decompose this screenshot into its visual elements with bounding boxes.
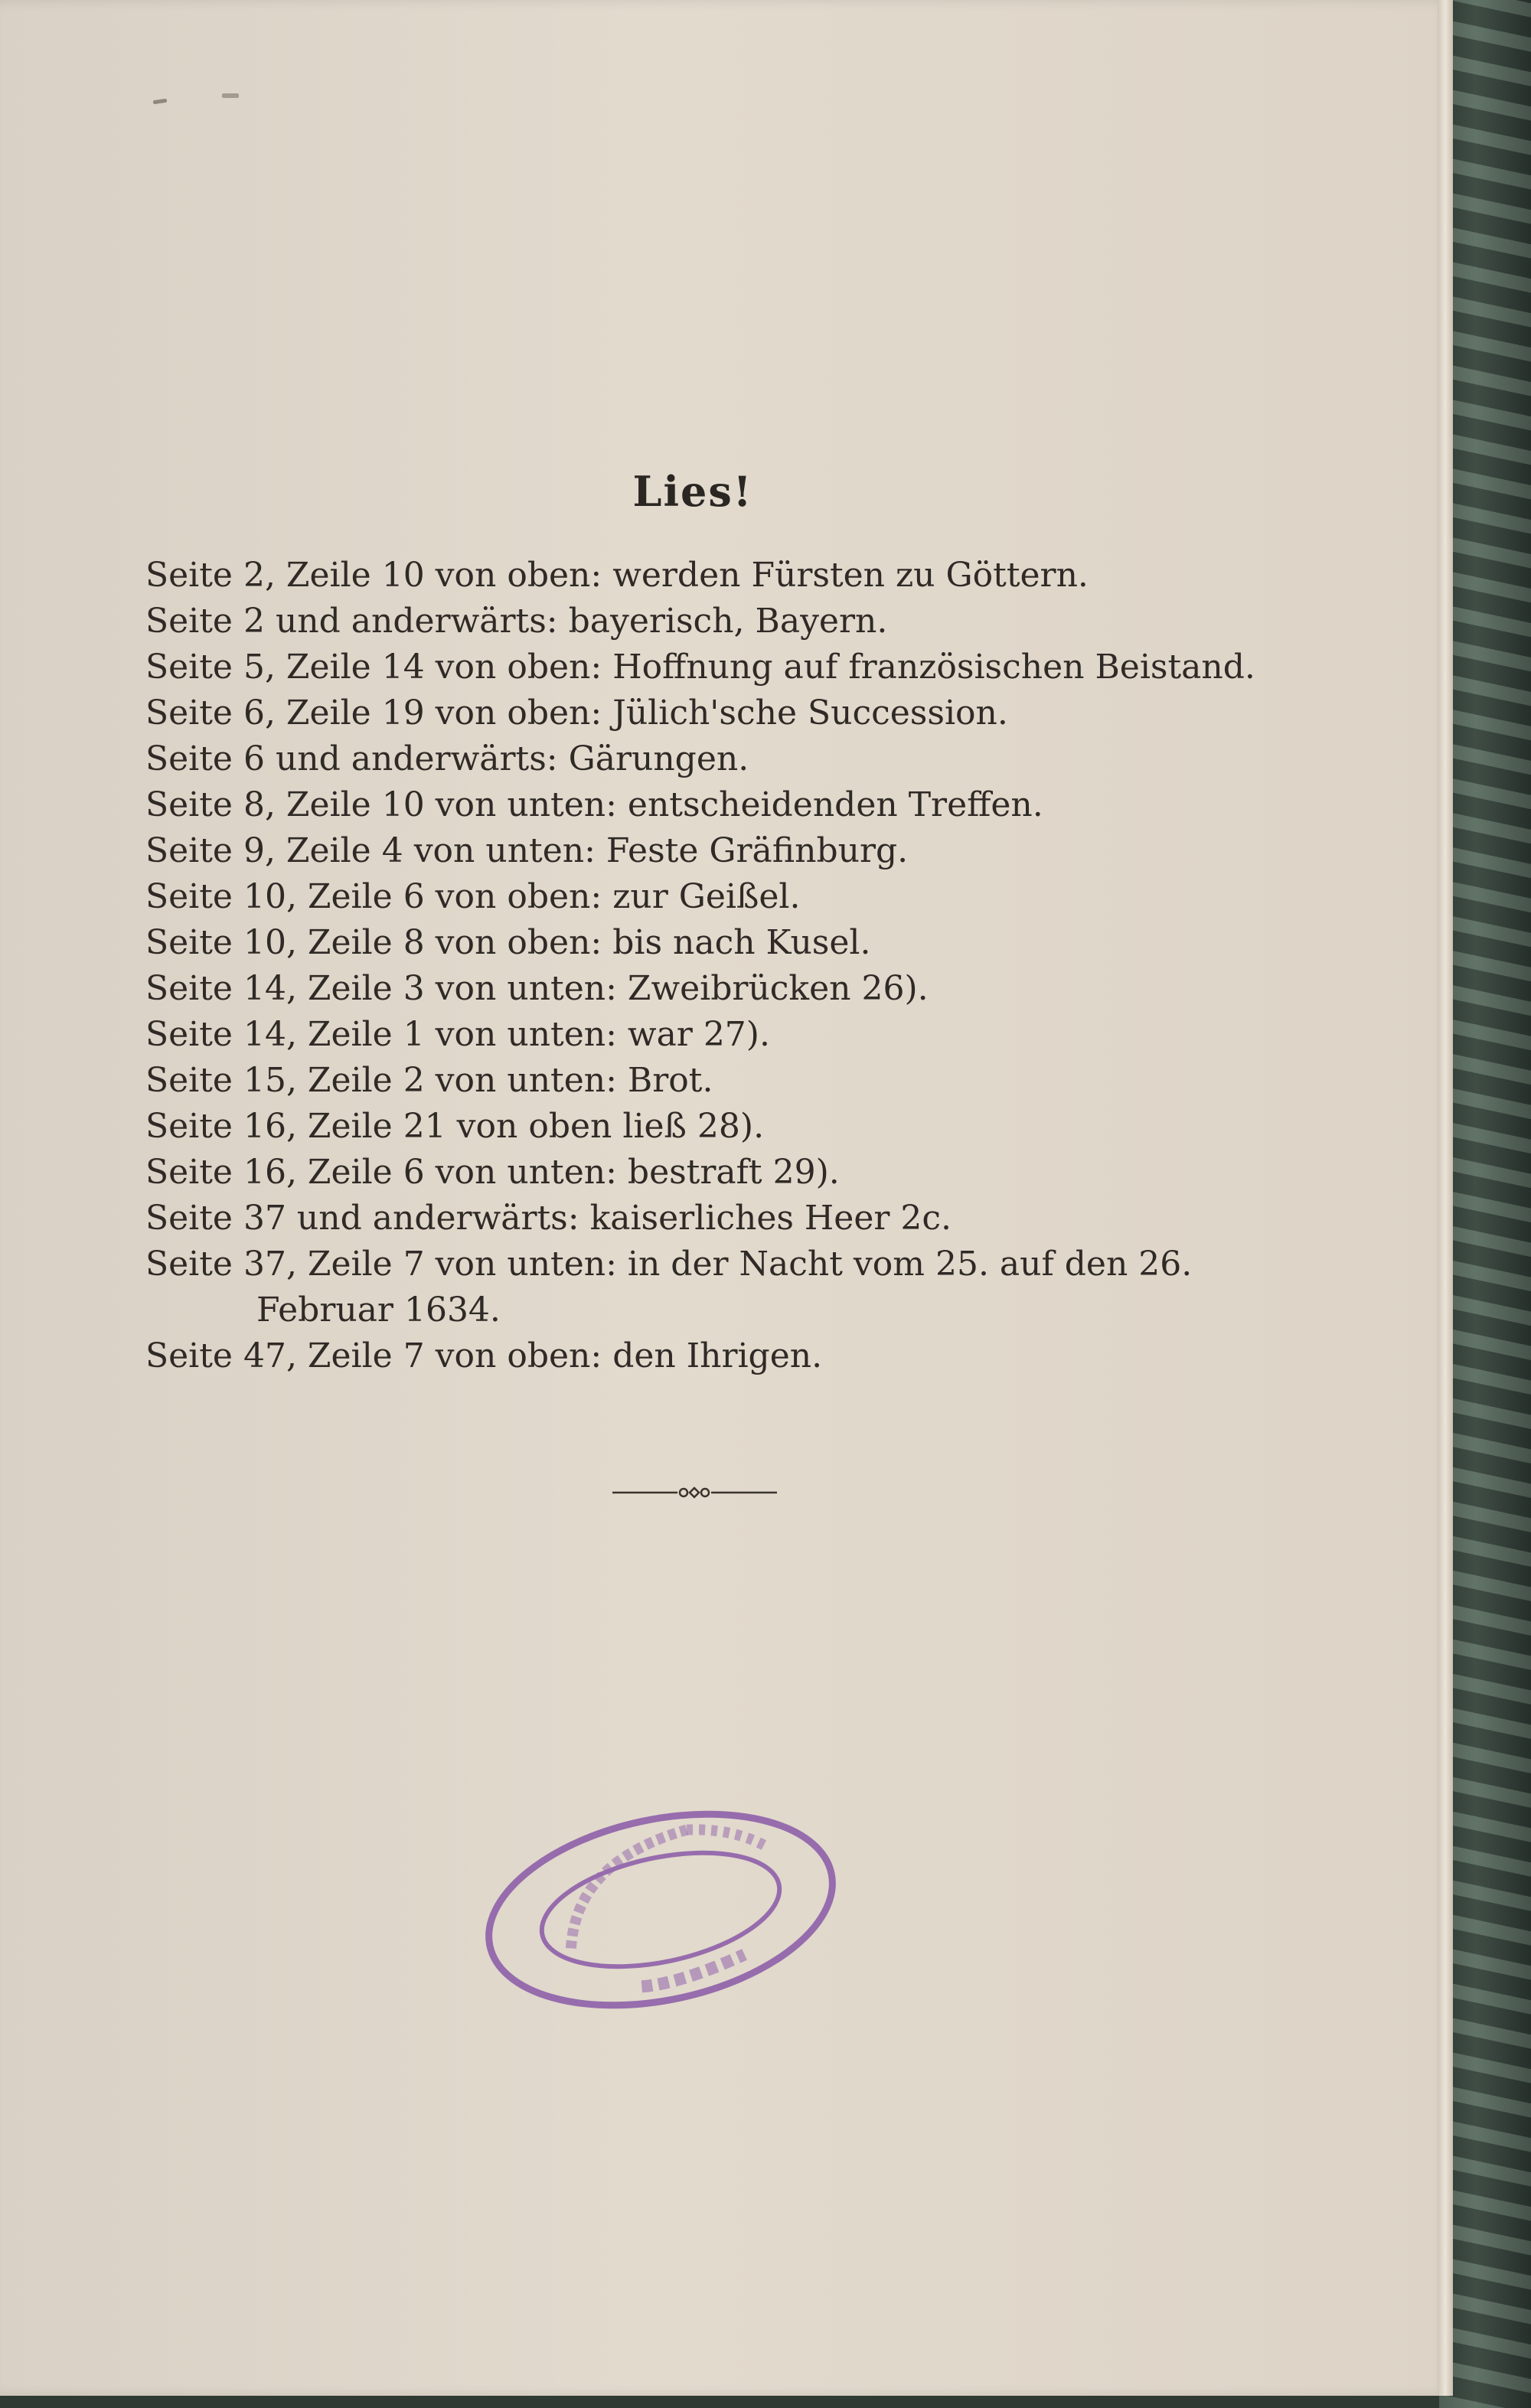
- book-cover-edge: [1439, 0, 1531, 2408]
- paper-speck: [222, 93, 239, 98]
- errata-line: Seite 5, Zeile 14 von oben: Hoffnung auf französischen Beistand.: [145, 648, 1255, 687]
- errata-line: Seite 2 und anderwärts: bayerisch, Bayern.: [145, 602, 888, 641]
- errata-line: Seite 6 und anderwärts: Gärungen.: [145, 739, 749, 778]
- errata-line: Seite 9, Zeile 4 von unten: Feste Gräfinburg.: [145, 831, 909, 870]
- errata-line: Seite 2, Zeile 10 von oben: werden Fürsten zu Göttern.: [145, 556, 1089, 595]
- library-stamp: [473, 1799, 848, 2021]
- errata-line: Seite 15, Zeile 2 von unten: Brot.: [145, 1061, 713, 1100]
- errata-line: Seite 47, Zeile 7 von oben: den Ihrigen.: [145, 1336, 823, 1375]
- errata-line: Seite 37, Zeile 7 von unten: in der Nacht vom 25. auf den 26.: [145, 1245, 1193, 1284]
- page-title: Lies!: [632, 467, 753, 516]
- errata-line-continuation: Februar 1634.: [256, 1290, 501, 1330]
- errata-line: Seite 10, Zeile 6 von oben: zur Geißel.: [145, 877, 801, 916]
- errata-line: Seite 10, Zeile 8 von oben: bis nach Kusel.: [145, 923, 871, 962]
- page-edge: [1438, 0, 1453, 2396]
- ornament-divider: [612, 1481, 777, 1504]
- errata-line: Seite 16, Zeile 6 von unten: bestraft 29).: [145, 1153, 840, 1192]
- errata-line: Seite 14, Zeile 3 von unten: Zweibrücken 26).: [145, 969, 929, 1008]
- errata-list: [145, 553, 1278, 1379]
- errata-line: Seite 6, Zeile 19 von oben: Jülich'sche Succession.: [145, 693, 1008, 733]
- errata-line: Seite 16, Zeile 21 von oben ließ 28).: [145, 1107, 765, 1146]
- errata-line: Seite 37 und anderwärts: kaiserliches Heer 2c.: [145, 1199, 952, 1238]
- paper-speck: [153, 99, 168, 104]
- errata-line: Seite 14, Zeile 1 von unten: war 27).: [145, 1015, 770, 1054]
- errata-line: Seite 8, Zeile 10 von unten: entscheidenden Treffen.: [145, 785, 1043, 824]
